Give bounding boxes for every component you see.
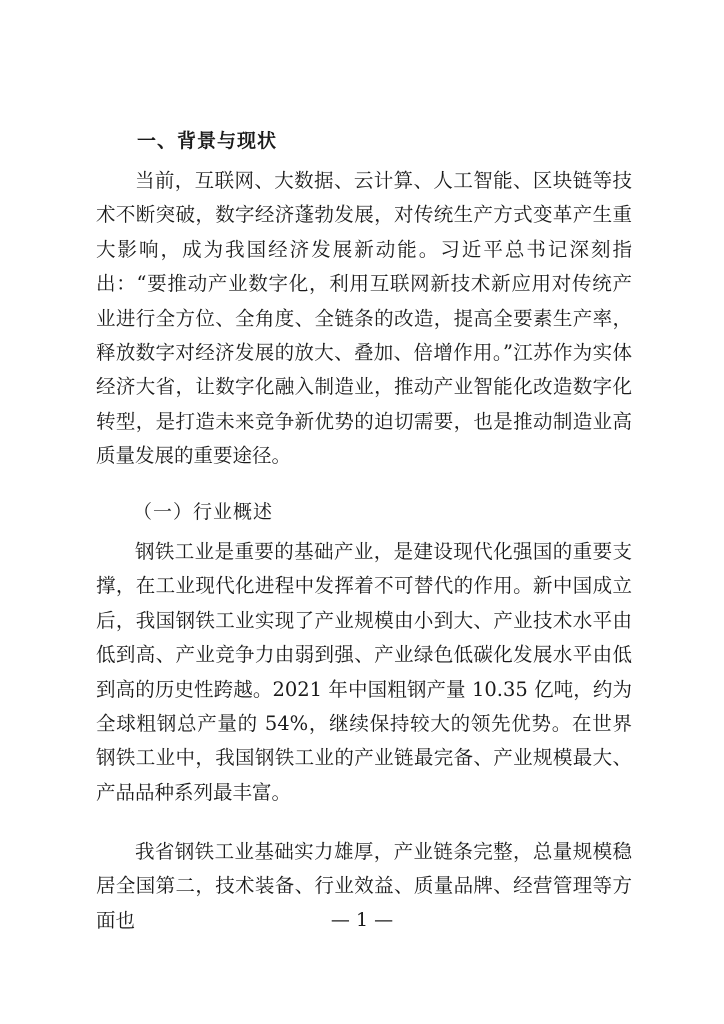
subsection-heading: （一）行业概述 (133, 501, 274, 523)
paragraph-background: 当前，互联网、大数据、云计算、人工智能、区块链等技术不断突破，数字经济蓬勃发展，对传统生产方式变革产生重大影响，成为我国经济发展新动能。习近平总书记深刻指出：“要推动产业数字化，利用互联网新技术新应用对传统产业进行全方位、全角度、全链条的改造，提高全要素生产率，释放数字对经济发展的放大、叠加、倍增作用。”江苏作为实体经济大省，让数字化融入制造业，推动产业智能化改造数字化转型，是打造未来竞争新优势的迫切需要，也是推动制造业高质量发展的重要途径。 (96, 169, 632, 468)
section-heading: 一、背景与现状 (137, 130, 278, 152)
page-number: — 1 — (330, 909, 394, 931)
paragraph-industry-overview: 钢铁工业是重要的基础产业，是建设现代化强国的重要支撑，在工业现代化进程中发挥着不可替代的作用。新中国成立后，我国钢铁工业实现了产业规模由小到大、产业技术水平由低到高、产业竞争力由弱到强、产业绿色低碳化发展水平由低到高的历史性跨越。2021 年中国粗钢产量 10.35 亿吨，约为全球粗钢总产量的 54%，继续保持较大的领先优势。在世界钢铁工业中，我国钢铁工业的产业链最完备、产业规模最大、产品品种系列最丰富。 (96, 540, 632, 804)
paragraph-provincial-industry: 我省钢铁工业基础实力雄厚，产业链条完整，总量规模稳居全国第二，技术装备、行业效益、质量品牌、经营管理等方面也 (96, 840, 632, 932)
